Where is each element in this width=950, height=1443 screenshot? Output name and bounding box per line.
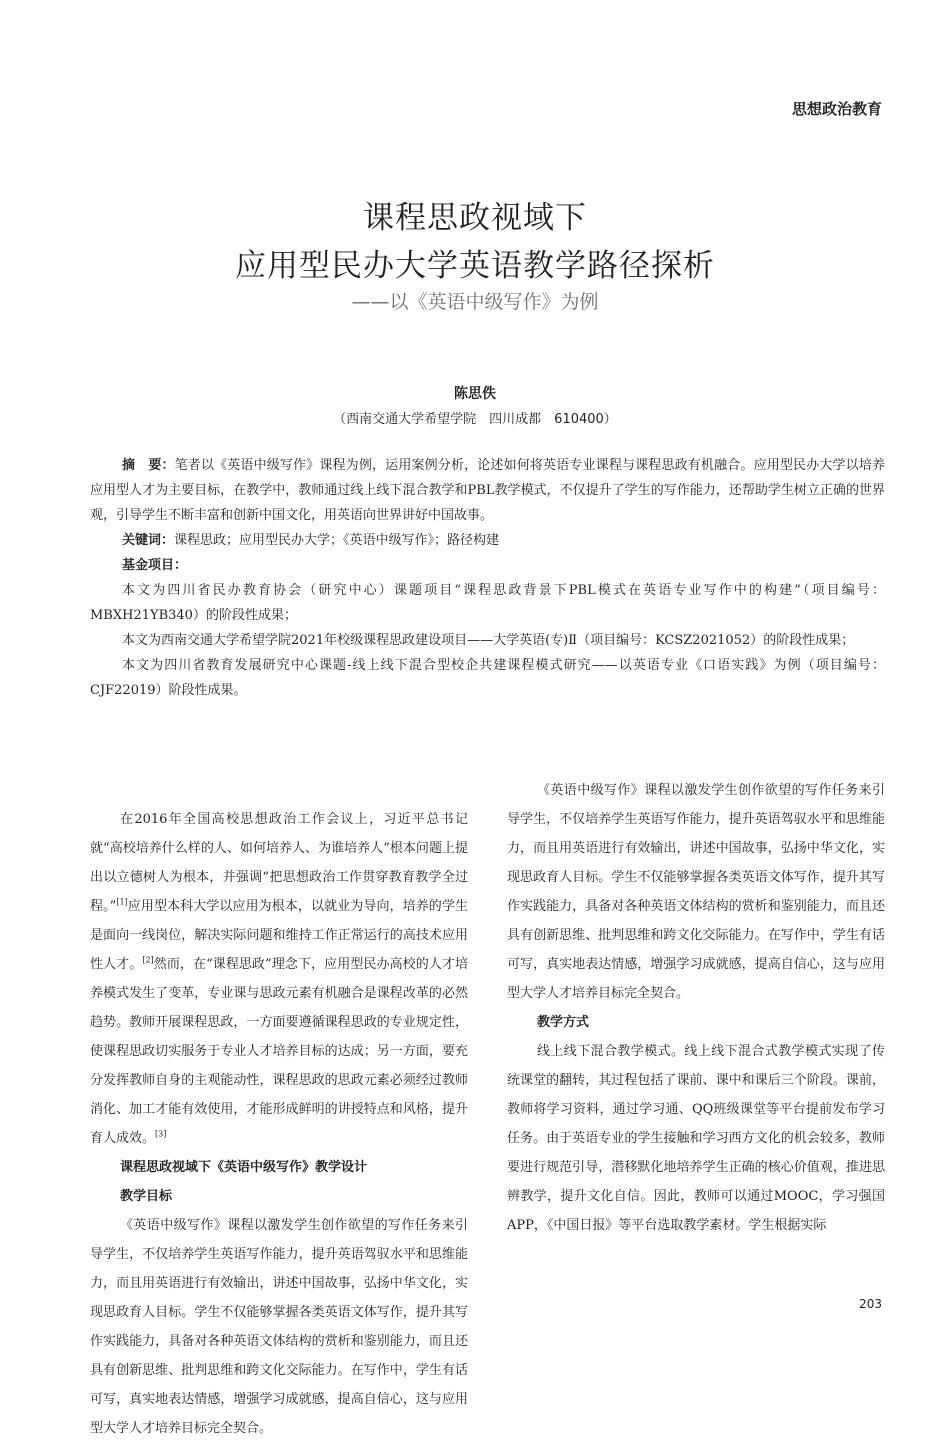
title-line-2: 应用型民办大学英语教学路径探析 [235,248,715,284]
goal-paragraph-continued: 《英语中级写作》课程以激发学生创作欲望的写作任务来引导学生，不仅培养学生英语写作能力，提升英语驾驭水平和思维能力，而且用英语进行有效输出，讲述中国故事，弘扬中华文化，实现思政育人目标。学生不仅能够掌握各类英语文体写作，提升其写作实践能力，具备对各种英语文体结构的赏析和鉴别能力，而且还具有创新思维、批判思维和跨文化交际能力。在写作中，学生有话可写，真实地表达情感，增强学习成就感，提高自信心，这与应用型大学人才培养目标完全契合。 [507,783,885,1001]
abstract-block [90,453,885,703]
title-line-1: 课程思政视域下 [363,200,587,236]
method-paragraph: 线上线下混合教学模式。线上线下混合式教学模式实现了传统课堂的翻转，其过程包括了课前、课中和课后三个阶段。课前，教师将学习资料，通过学习通、QQ班级课堂等平台提前发布学习任务。由于英语专业的学生接触和学习西方文化的机会较多，教师要进行规范引导，潜移默化地培养学生正确的核心价值观，推进思辨教学，提升文化自信。因此，教师可以通过MOOC，学习强国APP，《中国日报》等平台选取教学素材。学生根据实际 [507,1044,885,1233]
section-heading: 课程思政视域下《英语中级写作》教学设计 [120,1160,368,1175]
left-column [90,805,468,1436]
fund-item-3: 本文为四川省教育发展研究中心课题-线上线下混合型校企共建课程模式研究——以英语专业《口语实践》为例（项目编号：CJF22019）阶段性成果。 [90,658,885,698]
ref-3: [3] [155,1129,167,1139]
ref-1: [1] [116,897,128,907]
author-name: 陈思佚 [454,386,496,402]
intro-text-a: 在2016年全国高校思想政治工作会议上，习近平总书记就“高校培养什么样的人、如何培养人、为谁培养人”根本问题上提出以立德树人为根本，并强调“把思想政治工作贯穿教育教学全过程。” [90,812,468,914]
abstract-label: 摘 要： [122,458,175,473]
ref-2: [2] [142,955,154,965]
fund-label: 基金项目： [122,558,188,573]
subheading-methods: 教学方式 [537,1015,590,1030]
author-affiliation: （西南交通大学希望学院 四川成都 610400） [333,412,617,427]
goal-continuation [507,776,885,1008]
intro-text-c: 然而，在“课程思政”理念下，应用型民办高校的人才培养模式发生了变革，专业课与思政元素有机融合是课程改革的必然趋势。教师开展课程思政，一方面要遵循课程思政的专业规定性，使课程思政切实服务于专业人才培养目标的达成；另一方面，要充分发挥教师自身的主观能动性，课程思政的思政元素必须经过教师消化、加工才能有效使用，才能形成鲜明的讲授特点和风格，提升育人成效。 [90,957,468,1146]
keywords-label: 关键词： [122,533,175,548]
subheading-goals: 教学目标 [120,1189,173,1204]
abstract-paragraph [90,453,885,528]
goal-paragraph-start: 《英语中级写作》课程以激发学生创作欲望的写作任务来引导学生，不仅培养学生英语写作能力，提升英语驾驭水平和思维能力，而且用英语进行有效输出，讲述中国故事，弘扬中华文化，实现思政育人目标。学生不仅能够掌握各类英语文体写作，提升其写作实践能力，具备对各种英语文体结构的赏析和鉴别能力，而且还具有创新思维、批判思维和跨文化交际能力。在写作中，学生有话可写，真实地表达情感，增强学习成就感，提高自信心，这与应用型大学人才培养目标完全契合。 [90,1218,468,1436]
keywords-line [90,528,885,553]
intro-paragraph [90,805,468,1153]
subtitle: ——以《英语中级写作》为例 [351,291,599,313]
fund-item-2: 本文为西南交通大学希望学院2021年校级课程思政建设项目——大学英语(专)Ⅱ（项目编号：KCSZ2021052）的阶段性成果； [122,633,855,648]
intro-text-b: 应用型本科大学以应用为根本，以就业为导向，培养的学生是面向一线岗位，解决实际问题和维持工作正常运行的高技术应用性人才。 [90,899,468,972]
page-number: 203 [859,1297,882,1311]
right-column [507,783,885,1240]
abstract-text: 笔者以《英语中级写作》课程为例，运用案例分析，论述如何将英语专业课程与课程思政有机融合。应用型民办大学以培养应用型人才为主要目标，在教学中，教师通过线上线下混合教学和PBL教学模式，不仅提升了学生的写作能力，还帮助学生树立正确的世界观，引导学生不断丰富和创新中国文化，用英语向世界讲好中国故事。 [90,458,885,523]
fund-label-line [90,553,885,578]
keywords-text: 课程思政；应用型民办大学；《英语中级写作》；路径构建 [174,533,500,548]
section-header: 思想政治教育 [791,100,882,118]
fund-item-1: 本文为四川省民办教育协会（研究中心）课题项目“课程思政背景下PBL模式在英语专业写作中的构建”（项目编号：MBXH21YB340）的阶段性成果； [90,583,885,623]
